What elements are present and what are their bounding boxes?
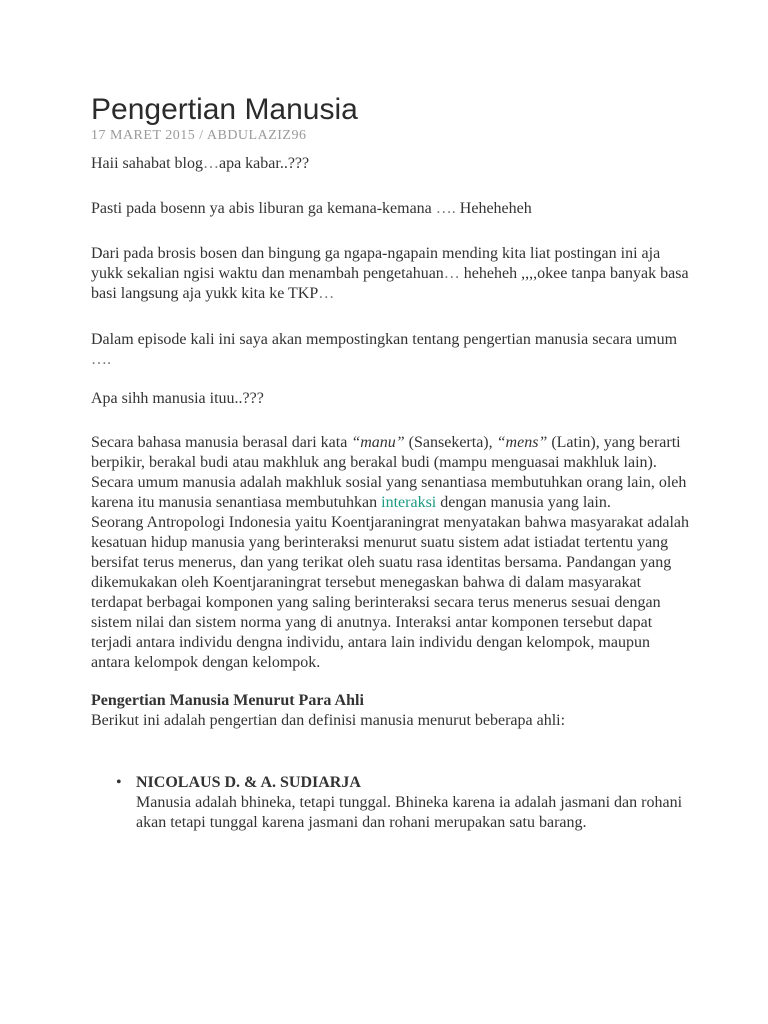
paragraph-2: Pasti pada bosenn ya abis liburan ga kemana-kemana …. Heheheheh <box>91 200 532 217</box>
bullet-icon: • <box>116 774 122 791</box>
paragraph-6: Secara bahasa manusia berasal dari kata “manu” (Sansekerta), “mens” (Latin), yang berarti berpikir, berakal budi atau makhluk ang berakal budi (mampu menguasai makhluk lain). <box>91 434 681 471</box>
post-meta: 17 MARET 2015 / ABDULAZIZ96 <box>91 128 307 143</box>
paragraph-8: Seorang Antropologi Indonesia yaitu Koentjaraningrat menyatakan bahwa masyarakat adalah kesatuan hidup manusia yang berinteraksi menurut suatu sistem adat istiadat tertentu yang bersifat terus menerus, dan yang terikat oleh suatu rasa identitas bersama. Pandangan yang dikemukakan oleh Koentjaraningrat tersebut menegaskan bahwa di dalam masyarakat terdapat berbagai komponen yang saling berinteraksi secara terus menerus sesuai dengan sistem nilai dan sistem norma yang di anutnya. Interaksi antar komponen tersebut dapat terjadi antara individu dengna individu, antara lain individu dengan kelompok, maupun antara kelompok dengan kelompok. <box>91 514 690 671</box>
expert-name: NICOLAUS D. & A. SUDIARJA <box>136 774 361 791</box>
experts-list <box>91 773 691 833</box>
section-heading: Pengertian Manusia Menurut Para Ahli <box>91 692 364 709</box>
list-item <box>116 773 691 833</box>
paragraph-3: Dari pada brosis bosen dan bingung ga ngapa-ngapain mending kita liat postingan ini aja yukk sekalian ngisi waktu dan menambah pengetahuan… heheheh ,,,,okee tanpa banyak basa basi langsung aja yukk kita ke TKP… <box>91 245 689 302</box>
paragraph-5: Apa sihh manusia ituu..??? <box>91 390 264 407</box>
article <box>91 90 691 833</box>
paragraph-4: Dalam episode kali ini saya akan mempostingkan tentang pengertian manusia secara umum …. <box>91 331 678 368</box>
paragraph-9: Berikut ini adalah pengertian dan definisi manusia menurut beberapa ahli: <box>91 712 566 729</box>
page-title: Pengertian Manusia <box>91 93 358 126</box>
expert-definition: Manusia adalah bhineka, tetapi tunggal. Bhineka karena ia adalah jasmani dan rohani akan tetapi tunggal karena jasmani dan rohani merupakan satu barang. <box>136 794 683 831</box>
paragraph-7: Secara umum manusia adalah makhluk sosial yang senantiasa membutuhkan orang lain, oleh karena itu manusia senantiasa membutuhkan interaksi dengan manusia yang lain. <box>91 474 687 511</box>
greeting-paragraph: Haii sahabat blog…apa kabar..??? <box>91 155 310 172</box>
interaksi-link[interactable]: interaksi <box>381 494 437 511</box>
